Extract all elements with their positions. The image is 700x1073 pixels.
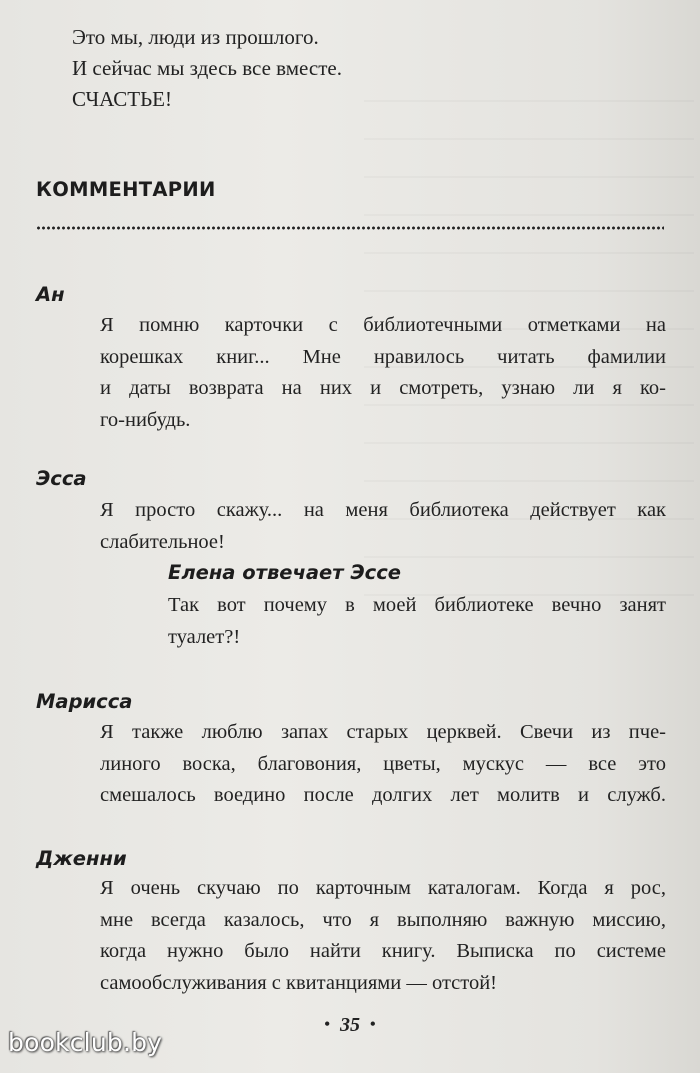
comment-text [100, 717, 666, 812]
text-line: корешках книг... Мне нравилось читать фамилии [100, 345, 666, 368]
text-line: туалет?! [168, 625, 241, 648]
dotted-divider [36, 226, 664, 230]
watermark-text: bookclub.by [8, 1028, 163, 1057]
comment-author: Эсса [36, 467, 87, 490]
comment-text [100, 495, 666, 558]
reply-author: Елена отвечает Эссе [168, 561, 402, 584]
comment-author: Дженни [36, 847, 127, 870]
intro-text [72, 22, 342, 115]
intro-line: Это мы, люди из прошлого. [72, 25, 319, 49]
text-line: Я просто скажу... на меня библиотека действует как [100, 499, 666, 521]
page-number-value: 35 [340, 1014, 360, 1036]
intro-line: И сейчас мы здесь все вместе. [72, 56, 342, 80]
comment-author: Марисса [36, 690, 133, 713]
page-number-ornament: • [370, 1016, 376, 1033]
text-line: линого воска, благовония, цветы, мускус — все это [100, 752, 666, 775]
text-line: Я также люблю запах старых церквей. Свечи из пче- [100, 721, 666, 743]
comment-text [100, 873, 666, 999]
page-number-ornament: • [324, 1016, 330, 1033]
text-line: Я очень скучаю по карточным каталогам. Когда я рос, [100, 877, 666, 899]
text-line: самообслуживания с квитанциями — отстой! [100, 971, 497, 994]
comment-text [100, 310, 666, 436]
reply-text [168, 590, 666, 653]
text-line: го-нибудь. [100, 408, 191, 431]
text-line: слабительное! [100, 530, 225, 553]
intro-line: СЧАСТЬЕ! [72, 87, 172, 111]
text-line: мне всегда казалось, что я выполняю важную миссию, [100, 908, 666, 931]
text-line: когда нужно было найти книгу. Выписка по системе [100, 940, 666, 962]
text-line: Я помню карточки с библиотечными отметками на [100, 314, 666, 336]
comments-heading: КОММЕНТАРИИ [36, 178, 216, 201]
comment-author: Ан [36, 283, 65, 306]
text-line: смешалось воедино после долгих лет молитв и служб. [100, 784, 666, 806]
text-line: и даты возврата на них и смотреть, узнаю ли я ко- [100, 377, 666, 399]
text-line: Так вот почему в моей библиотеке вечно занят [168, 594, 666, 616]
